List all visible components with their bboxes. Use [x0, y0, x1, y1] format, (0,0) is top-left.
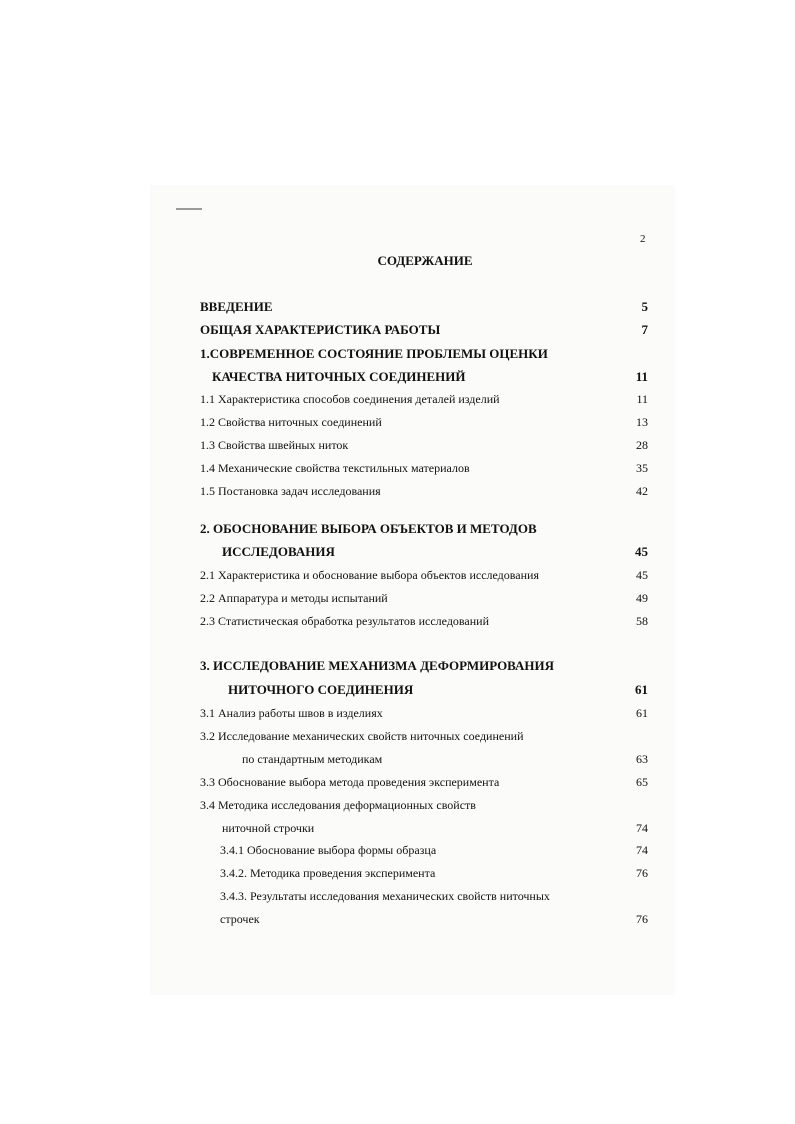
- toc-entry-page: 76: [636, 912, 648, 926]
- toc-entry-chapter-3-cont: [200, 681, 648, 699]
- toc-entry-label: 3.2 Исследование механических свойств ниточных соединений: [200, 729, 524, 743]
- toc-entry-general-characteristics: [200, 321, 648, 339]
- toc-entry-page: 5: [641, 299, 648, 314]
- toc-entry-label: 2. ОБОСНОВАНИЕ ВЫБОРА ОБЪЕКТОВ И МЕТОДОВ: [200, 521, 537, 536]
- toc-entry-page: 11: [636, 392, 648, 406]
- toc-entry-label: 1.1 Характеристика способов соединения деталей изделий: [200, 392, 500, 406]
- toc-entry-3-4: [200, 796, 648, 814]
- toc-entry-label: ниточной строчки: [222, 821, 315, 835]
- toc-entry-3-4-3: [200, 887, 648, 905]
- toc-entry-2-2: [200, 589, 648, 607]
- toc-entry-chapter-2-cont: [200, 543, 648, 561]
- toc-entry-2-3: [200, 612, 648, 630]
- toc-entry-chapter-1-cont: [200, 368, 648, 386]
- page-number: 2: [640, 233, 646, 245]
- toc-entry-page: 61: [636, 706, 648, 720]
- toc-entry-1-4: [200, 459, 648, 477]
- toc-entry-3-4-cont: [200, 819, 648, 837]
- toc-entry-3-4-2: [200, 864, 648, 882]
- toc-entry-1-3: [200, 436, 648, 454]
- toc-entry-page: 58: [636, 614, 648, 628]
- toc-entry-label: КАЧЕСТВА НИТОЧНЫХ СОЕДИНЕНИЙ: [212, 369, 466, 384]
- toc-entry-chapter-1: [200, 345, 648, 363]
- toc-entry-page: 7: [641, 322, 648, 337]
- toc-entry-label: 3.1 Анализ работы швов в изделиях: [200, 706, 383, 720]
- toc-entry-label: 1.3 Свойства швейных ниток: [200, 438, 349, 452]
- toc-entry-page: 45: [635, 544, 648, 559]
- toc-entry-label: ВВЕДЕНИЕ: [200, 299, 273, 314]
- toc-entry-label: 3.4.3. Результаты исследования механических свойств ниточных: [220, 889, 550, 903]
- scan-artifact-line: [176, 208, 202, 210]
- toc-entry-label: 3.3 Обоснование выбора метода проведения эксперимента: [200, 775, 500, 789]
- toc-entry-1-2: [200, 413, 648, 431]
- toc-entry-page: 35: [636, 461, 648, 475]
- toc-entry-label: 3.4.2. Методика проведения эксперимента: [220, 866, 436, 880]
- toc-entry-page: 45: [636, 568, 648, 582]
- toc-entry-1-5: [200, 482, 648, 500]
- toc-entry-page: 13: [636, 415, 648, 429]
- toc-entry-page: 61: [635, 682, 648, 697]
- toc-entry-chapter-2: [200, 520, 648, 538]
- toc-entry-page: 11: [635, 369, 648, 384]
- toc-entry-page: 49: [636, 591, 648, 605]
- toc-entry-page: 65: [636, 775, 648, 789]
- toc-entry-label: 2.1 Характеристика и обоснование выбора объектов исследования: [200, 568, 539, 582]
- toc-entry-label: строчек: [220, 912, 260, 926]
- toc-entry-introduction: [200, 298, 648, 316]
- toc-entry-label: 1.5 Постановка задач исследования: [200, 484, 381, 498]
- toc-entry-label: 2.2 Аппаратура и методы испытаний: [200, 591, 388, 605]
- toc-entry-page: 76: [636, 866, 648, 880]
- toc-entry-label: 1.2 Свойства ниточных соединений: [200, 415, 382, 429]
- toc-entry-page: 74: [636, 843, 648, 857]
- toc-entry-1-1: [200, 390, 648, 408]
- toc-entry-label: 3. ИССЛЕДОВАНИЕ МЕХАНИЗМА ДЕФОРМИРОВАНИЯ: [200, 658, 555, 673]
- toc-entry-label: ОБЩАЯ ХАРАКТЕРИСТИКА РАБОТЫ: [200, 322, 441, 337]
- toc-entry-3-2-cont: [200, 750, 648, 768]
- toc-entry-label: ИССЛЕДОВАНИЯ: [222, 544, 335, 559]
- toc-entry-3-3: [200, 773, 648, 791]
- toc-entry-page: 74: [636, 821, 648, 835]
- toc-entry-3-1: [200, 704, 648, 722]
- toc-entry-label: по стандартным методикам: [242, 752, 383, 766]
- page-title: СОДЕРЖАНИЕ: [377, 253, 473, 268]
- toc-entry-chapter-3: [200, 657, 648, 675]
- toc-entry-label: 2.3 Статистическая обработка результатов исследований: [200, 614, 490, 628]
- toc-entry-label: 1.СОВРЕМЕННОЕ СОСТОЯНИЕ ПРОБЛЕМЫ ОЦЕНКИ: [200, 346, 548, 361]
- toc-entry-page: 63: [636, 752, 648, 766]
- toc-entry-page: 42: [636, 484, 648, 498]
- toc-entry-3-4-3-cont: [200, 910, 648, 928]
- toc-entry-label: 3.4.1 Обоснование выбора формы образца: [220, 843, 437, 857]
- toc-entry-3-4-1: [200, 841, 648, 859]
- toc-entry-2-1: [200, 566, 648, 584]
- toc-entry-label: 1.4 Механические свойства текстильных материалов: [200, 461, 470, 475]
- toc-entry-label: НИТОЧНОГО СОЕДИНЕНИЯ: [228, 682, 414, 697]
- toc-entry-label: 3.4 Методика исследования деформационных свойств: [200, 798, 476, 812]
- toc-entry-page: 28: [636, 438, 648, 452]
- toc-entry-3-2: [200, 727, 648, 745]
